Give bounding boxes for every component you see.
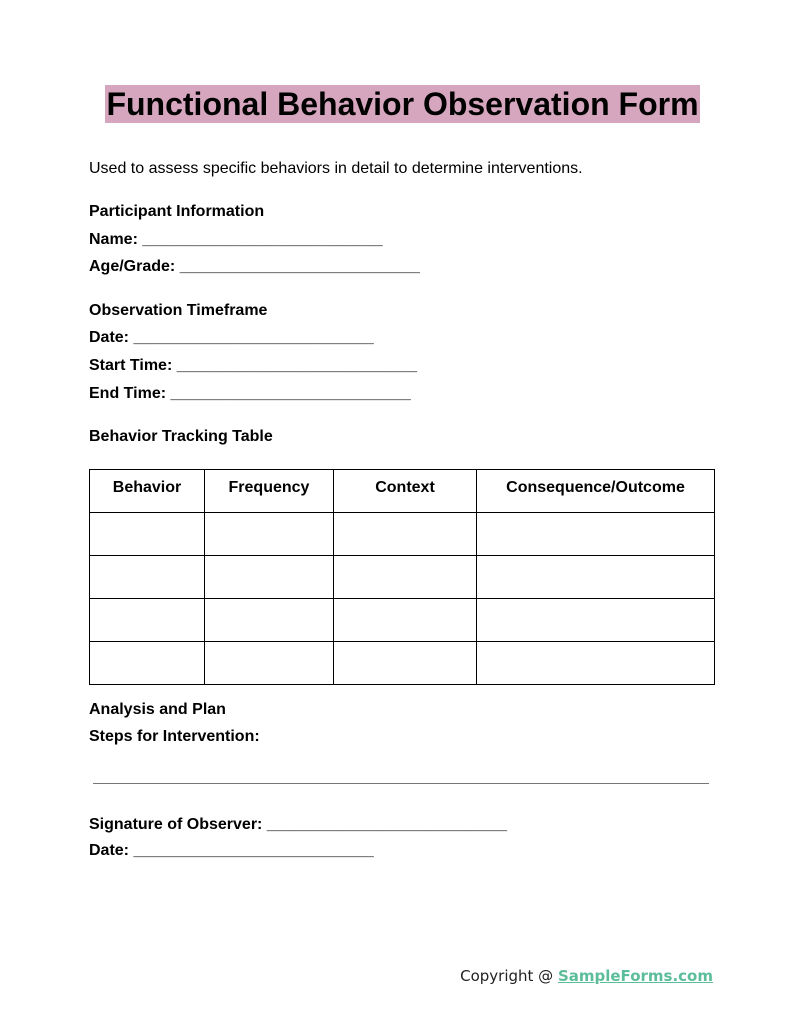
- observer-signature-field[interactable]: Signature of Observer: ___________________________: [89, 816, 508, 833]
- table-row: [90, 599, 715, 642]
- table-row: [90, 513, 715, 556]
- tracking-heading: Behavior Tracking Table: [89, 428, 273, 445]
- age-grade-field[interactable]: Age/Grade: ___________________________: [89, 258, 420, 275]
- start-time-field[interactable]: Start Time: ___________________________: [89, 357, 417, 374]
- column-header-consequence: Consequence/Outcome: [477, 470, 715, 513]
- table-cell[interactable]: [90, 556, 205, 599]
- page-title: Functional Behavior Observation Form: [106, 86, 699, 122]
- table-cell[interactable]: [205, 642, 334, 685]
- date-field[interactable]: Date: ___________________________: [89, 329, 374, 346]
- participant-heading: Participant Information: [89, 203, 265, 220]
- signature-date-field[interactable]: Date: ___________________________: [89, 842, 374, 859]
- copyright-text: Copyright @: [460, 967, 558, 985]
- table-cell[interactable]: [477, 599, 715, 642]
- table-cell[interactable]: [205, 599, 334, 642]
- table-cell[interactable]: [334, 642, 477, 685]
- table-cell[interactable]: [334, 513, 477, 556]
- steps-for-intervention-label: Steps for Intervention:: [89, 728, 260, 745]
- table-cell[interactable]: [334, 556, 477, 599]
- table-cell[interactable]: [90, 642, 205, 685]
- behavior-tracking-table: [89, 469, 715, 685]
- analysis-heading: Analysis and Plan: [89, 701, 226, 718]
- table-cell[interactable]: [205, 513, 334, 556]
- column-header-frequency: Frequency: [205, 470, 334, 513]
- table-row: [90, 642, 715, 685]
- table-cell[interactable]: [205, 556, 334, 599]
- table-cell[interactable]: [90, 599, 205, 642]
- title-wrapper: [0, 85, 805, 123]
- table-cell[interactable]: [334, 599, 477, 642]
- table-cell[interactable]: [477, 642, 715, 685]
- name-field[interactable]: Name: ___________________________: [89, 231, 383, 248]
- copyright-footer: [460, 966, 713, 986]
- column-header-context: Context: [334, 470, 477, 513]
- end-time-field[interactable]: End Time: ___________________________: [89, 385, 411, 402]
- intervention-writing-line[interactable]: [93, 783, 709, 784]
- table-header-row: [90, 470, 715, 513]
- table-cell[interactable]: [477, 556, 715, 599]
- table-cell[interactable]: [90, 513, 205, 556]
- timeframe-heading: Observation Timeframe: [89, 302, 268, 319]
- column-header-behavior: Behavior: [90, 470, 205, 513]
- brand-link[interactable]: SampleForms.com: [557, 967, 713, 985]
- form-description: Used to assess specific behaviors in detail to determine interventions.: [89, 160, 583, 177]
- table-row: [90, 556, 715, 599]
- table-cell[interactable]: [477, 513, 715, 556]
